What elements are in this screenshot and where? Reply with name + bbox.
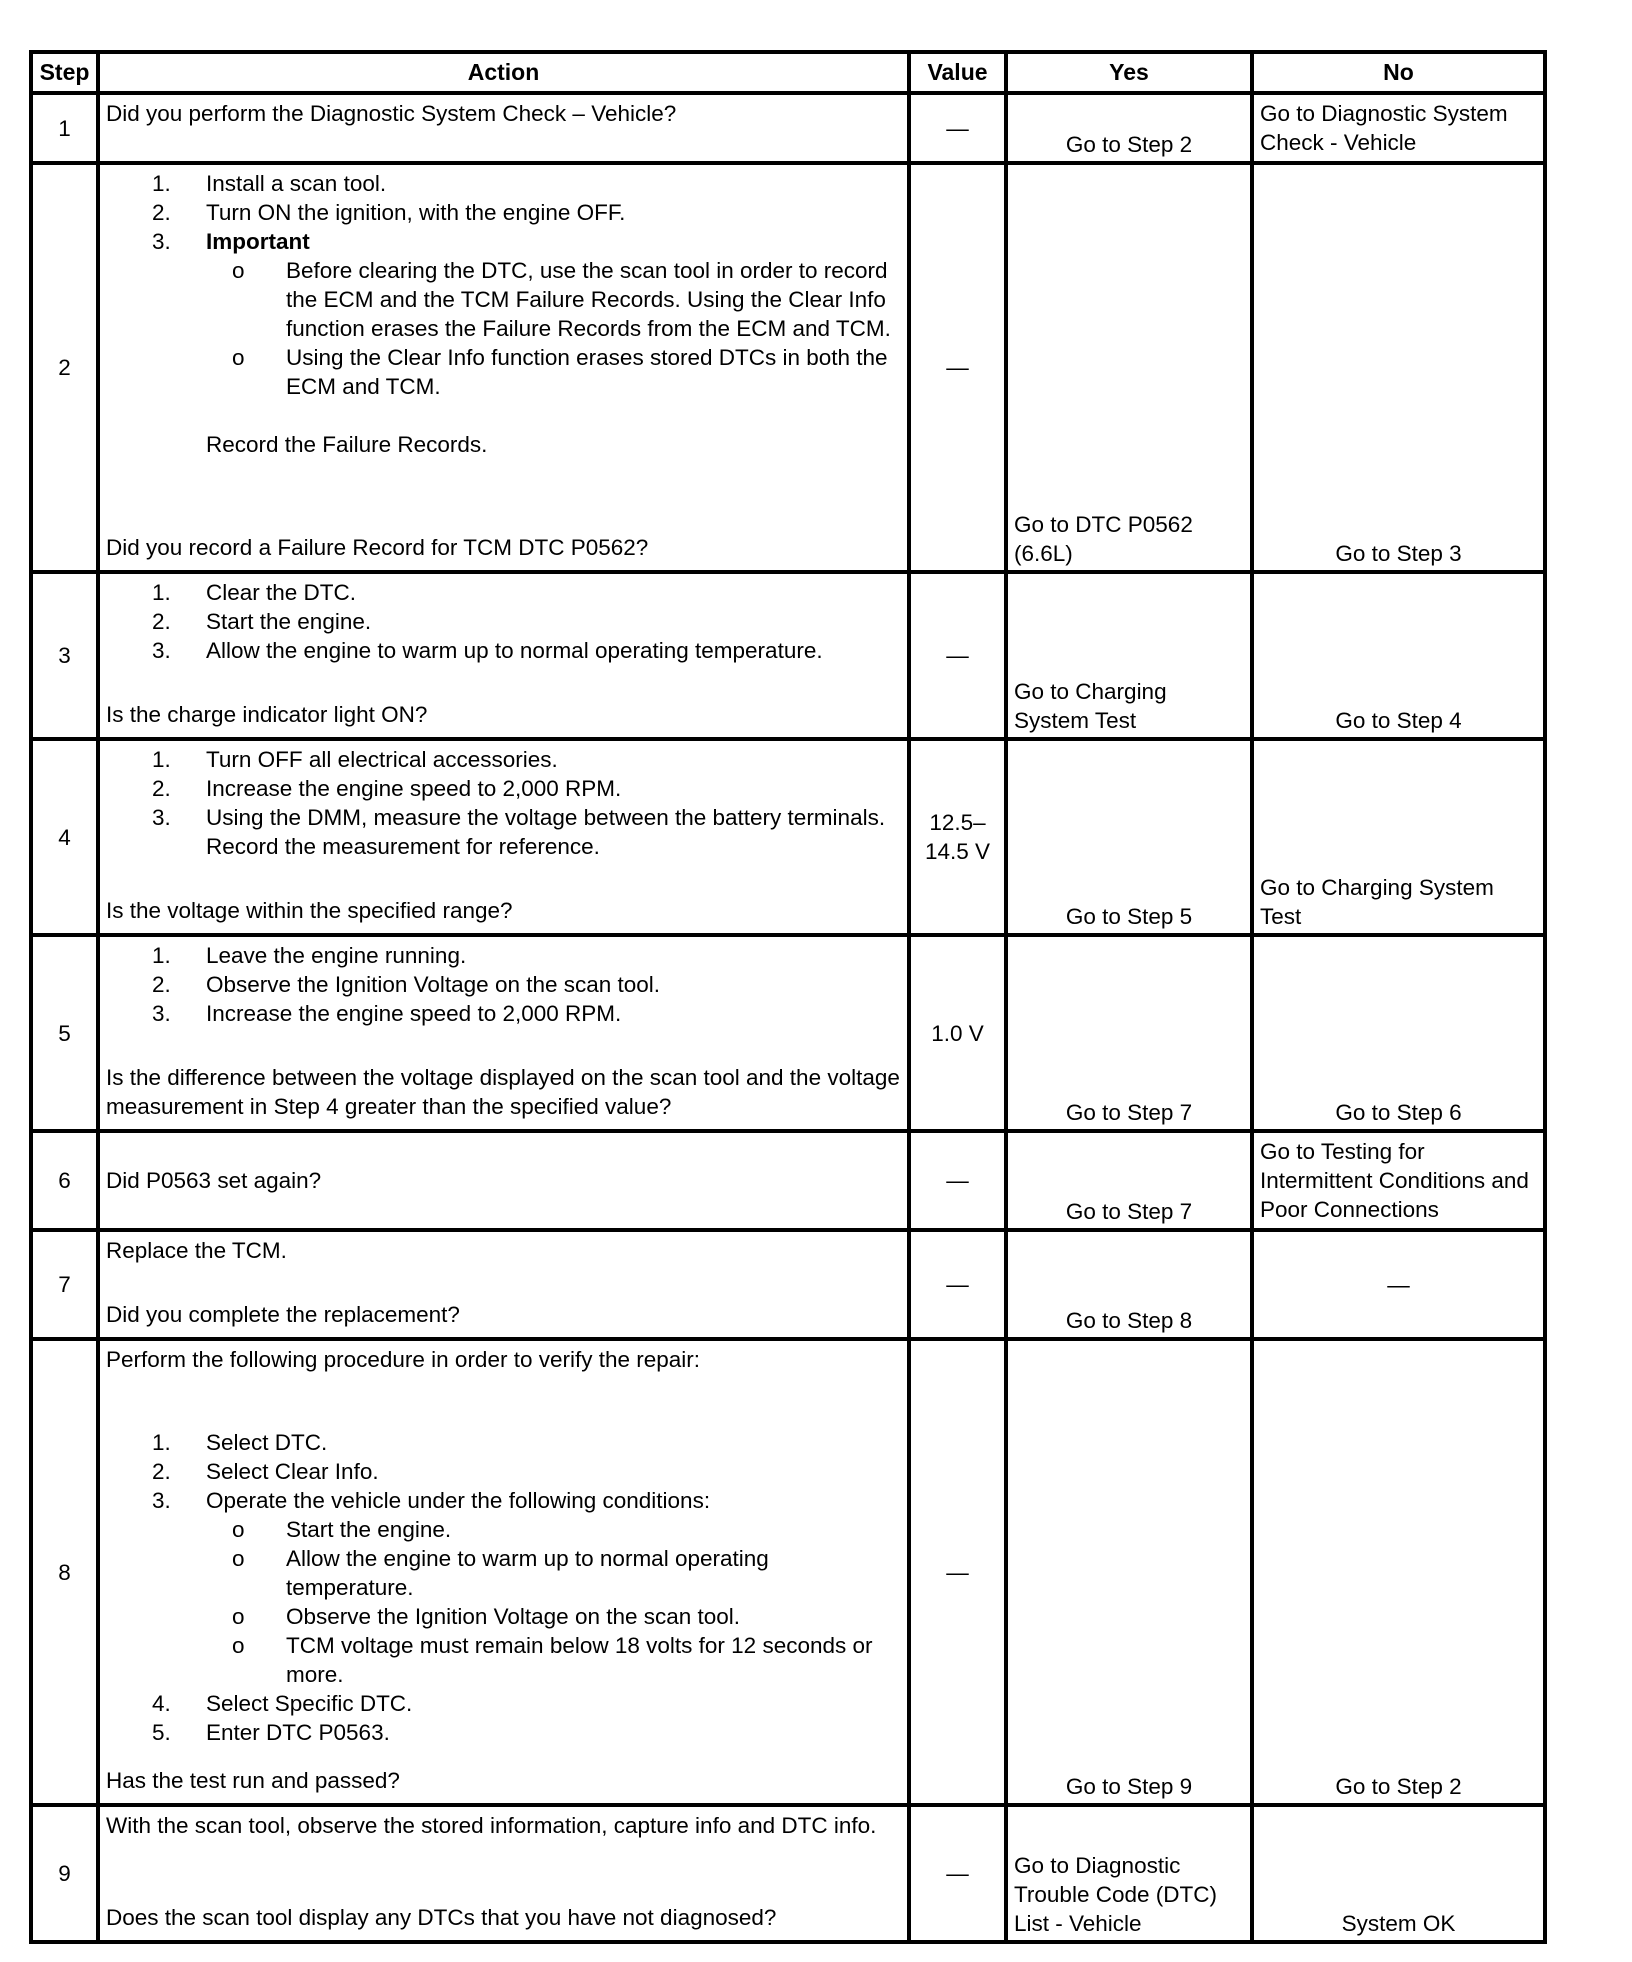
- sub-list-item: o Start the engine.: [232, 1517, 452, 1542]
- action-intro: Replace the TCM.: [106, 1238, 287, 1263]
- action-question: Does the scan tool display any DTCs that you have not diagnosed?: [106, 1905, 777, 1930]
- list-item: 1. Leave the engine running.: [152, 943, 467, 968]
- yes-cell: [1006, 163, 1252, 572]
- list-item: 3. Operate the vehicle under the following conditions: o Start the engine. o Allow the engine to warm up to normal operating temperature. o Observe the Ignition Voltage on the scan tool. o TCM voltage must remain below 18 volts for 12 seconds or more.: [106, 1486, 901, 1689]
- action-question: Did you perform the Diagnostic System Check – Vehicle?: [106, 101, 677, 126]
- sub-list-item: o Before clearing the DTC, use the scan tool in order to record the ECM and the TCM Failure Records. Using the Clear Info function erases the Failure Records from the ECM and TCM.: [232, 258, 891, 341]
- action-question: Is the voltage within the specified range?: [106, 898, 513, 923]
- table-row: [31, 1805, 1545, 1942]
- no-cell: [1252, 1230, 1545, 1339]
- action-question: Did you complete the replacement?: [106, 1302, 460, 1327]
- yes-cell: [1006, 739, 1252, 935]
- no-link[interactable]: Go to Step 2: [1335, 1774, 1462, 1799]
- no-cell: [1252, 163, 1545, 572]
- action-question: Did you record a Failure Record for TCM DTC P0562?: [106, 535, 649, 560]
- list-item: 4. Select Specific DTC.: [152, 1691, 413, 1716]
- header-action: Action: [98, 52, 909, 93]
- step-number: 3: [31, 572, 98, 739]
- header-no: No: [1252, 52, 1545, 93]
- yes-link[interactable]: Go to Step 9: [1065, 1774, 1193, 1799]
- no-link[interactable]: Go to Step 4: [1335, 708, 1462, 733]
- no-cell: [1252, 1131, 1545, 1230]
- step-number: 9: [31, 1805, 98, 1942]
- value-cell: —: [909, 163, 1006, 572]
- yes-cell: [1006, 935, 1252, 1131]
- action-cell: [98, 572, 909, 739]
- no-cell: [1252, 1805, 1545, 1942]
- no-cell: [1252, 1339, 1545, 1805]
- no-link[interactable]: Go to Testing for Intermittent Conditions and Poor Connections: [1260, 1139, 1529, 1222]
- no-cell: [1252, 935, 1545, 1131]
- value-cell: —: [909, 93, 1006, 163]
- action-cell: [98, 1230, 909, 1339]
- yes-link[interactable]: Go to Step 5: [1065, 904, 1193, 929]
- value-cell: —: [909, 572, 1006, 739]
- action-question: Is the difference between the voltage displayed on the scan tool and the voltage measurement in Step 4 greater than the specified value?: [106, 1065, 900, 1119]
- list-item: 1. Clear the DTC.: [152, 580, 357, 605]
- yes-link[interactable]: Go to Step 8: [1065, 1308, 1193, 1333]
- no-cell: [1252, 93, 1545, 163]
- action-question: Has the test run and passed?: [106, 1768, 400, 1793]
- list-item: 3. Important o Before clearing the DTC, use the scan tool in order to record the ECM and the TCM Failure Records. Using the Clear Info function erases the Failure Records from the ECM and TCM. o Using the Clear Info function erases stored DTCs in both the ECM and TCM.: [106, 227, 901, 401]
- list-item: 1. Install a scan tool.: [152, 171, 387, 196]
- step-number: 7: [31, 1230, 98, 1339]
- step-number: 5: [31, 935, 98, 1131]
- action-note: Record the Failure Records.: [206, 432, 488, 457]
- yes-link[interactable]: Go to Charging System Test: [1014, 679, 1167, 733]
- no-link[interactable]: Go to Step 6: [1335, 1100, 1462, 1125]
- table-row: [31, 935, 1545, 1131]
- no-link[interactable]: Go to Charging System Test: [1260, 875, 1494, 929]
- sub-list-item: o Allow the engine to warm up to normal operating temperature.: [232, 1546, 769, 1600]
- table-row: [31, 739, 1545, 935]
- sub-list-item: o Observe the Ignition Voltage on the scan tool.: [232, 1604, 741, 1629]
- value-cell: —: [909, 1230, 1006, 1339]
- step-number: 4: [31, 739, 98, 935]
- table-row: [31, 93, 1545, 163]
- yes-cell: [1006, 93, 1252, 163]
- value-cell: —: [909, 1339, 1006, 1805]
- action-cell: [98, 93, 909, 163]
- no-cell: [1252, 739, 1545, 935]
- action-intro: With the scan tool, observe the stored information, capture info and DTC info.: [106, 1813, 877, 1838]
- step-number: 6: [31, 1131, 98, 1230]
- action-cell: [98, 1805, 909, 1942]
- yes-cell: [1006, 1805, 1252, 1942]
- action-cell: [98, 163, 909, 572]
- action-cell: [98, 1131, 909, 1230]
- header-yes: Yes: [1006, 52, 1252, 93]
- header-value: Value: [909, 52, 1006, 93]
- action-cell: [98, 935, 909, 1131]
- step-number: 2: [31, 163, 98, 572]
- value-cell: 1.0 V: [909, 935, 1006, 1131]
- list-item: 3. Using the DMM, measure the voltage between the battery terminals. Record the measurement for reference.: [152, 805, 886, 859]
- action-question: Did P0563 set again?: [106, 1168, 322, 1193]
- sub-list-item: o Using the Clear Info function erases stored DTCs in both the ECM and TCM.: [232, 345, 888, 399]
- yes-link[interactable]: Go to Step 7: [1065, 1100, 1193, 1125]
- action-intro: Perform the following procedure in order to verify the repair:: [106, 1347, 701, 1372]
- action-cell: [98, 739, 909, 935]
- action-question: Is the charge indicator light ON?: [106, 702, 428, 727]
- list-item: 3. Allow the engine to warm up to normal operating temperature.: [152, 638, 823, 663]
- yes-link[interactable]: Go to Step 2: [1065, 132, 1193, 157]
- no-link: System OK: [1341, 1911, 1456, 1936]
- yes-cell: [1006, 1230, 1252, 1339]
- sub-list-item: o TCM voltage must remain below 18 volts for 12 seconds or more.: [232, 1633, 873, 1687]
- value-cell: —: [909, 1805, 1006, 1942]
- list-item: 2. Start the engine.: [152, 609, 372, 634]
- value-cell: 12.5– 14.5 V: [909, 739, 1006, 935]
- no-link[interactable]: Go to Step 3: [1335, 541, 1462, 566]
- yes-link[interactable]: Go to Step 7: [1065, 1199, 1193, 1224]
- list-item: 5. Enter DTC P0563.: [152, 1720, 390, 1745]
- list-item: 2. Observe the Ignition Voltage on the scan tool.: [152, 972, 661, 997]
- step-number: 1: [31, 93, 98, 163]
- list-item: 1. Turn OFF all electrical accessories.: [152, 747, 558, 772]
- header-row: [31, 52, 1545, 93]
- diagnostic-table: [29, 50, 1547, 1944]
- yes-cell: [1006, 572, 1252, 739]
- no-cell: [1252, 572, 1545, 739]
- table-row: [31, 1339, 1545, 1805]
- list-item: 2. Turn ON the ignition, with the engine OFF.: [152, 200, 626, 225]
- yes-link[interactable]: Go to DTC P0562 (6.6L): [1014, 512, 1193, 566]
- yes-link[interactable]: Go to Diagnostic Trouble Code (DTC) List - Vehicle: [1014, 1853, 1217, 1936]
- yes-cell: [1006, 1131, 1252, 1230]
- list-item: 1. Select DTC.: [152, 1430, 328, 1455]
- header-step: Step: [31, 52, 98, 93]
- list-item: 3. Increase the engine speed to 2,000 RPM.: [152, 1001, 622, 1026]
- table-row: [31, 1230, 1545, 1339]
- table-row: [31, 572, 1545, 739]
- no-link[interactable]: Go to Diagnostic System Check - Vehicle: [1260, 101, 1508, 155]
- table-row: [31, 1131, 1545, 1230]
- yes-cell: [1006, 1339, 1252, 1805]
- no-link: —: [1387, 1272, 1410, 1297]
- value-cell: —: [909, 1131, 1006, 1230]
- list-item: 2. Select Clear Info.: [152, 1459, 379, 1484]
- list-item: 2. Increase the engine speed to 2,000 RPM.: [152, 776, 622, 801]
- table-row: [31, 163, 1545, 572]
- action-cell: [98, 1339, 909, 1805]
- step-number: 8: [31, 1339, 98, 1805]
